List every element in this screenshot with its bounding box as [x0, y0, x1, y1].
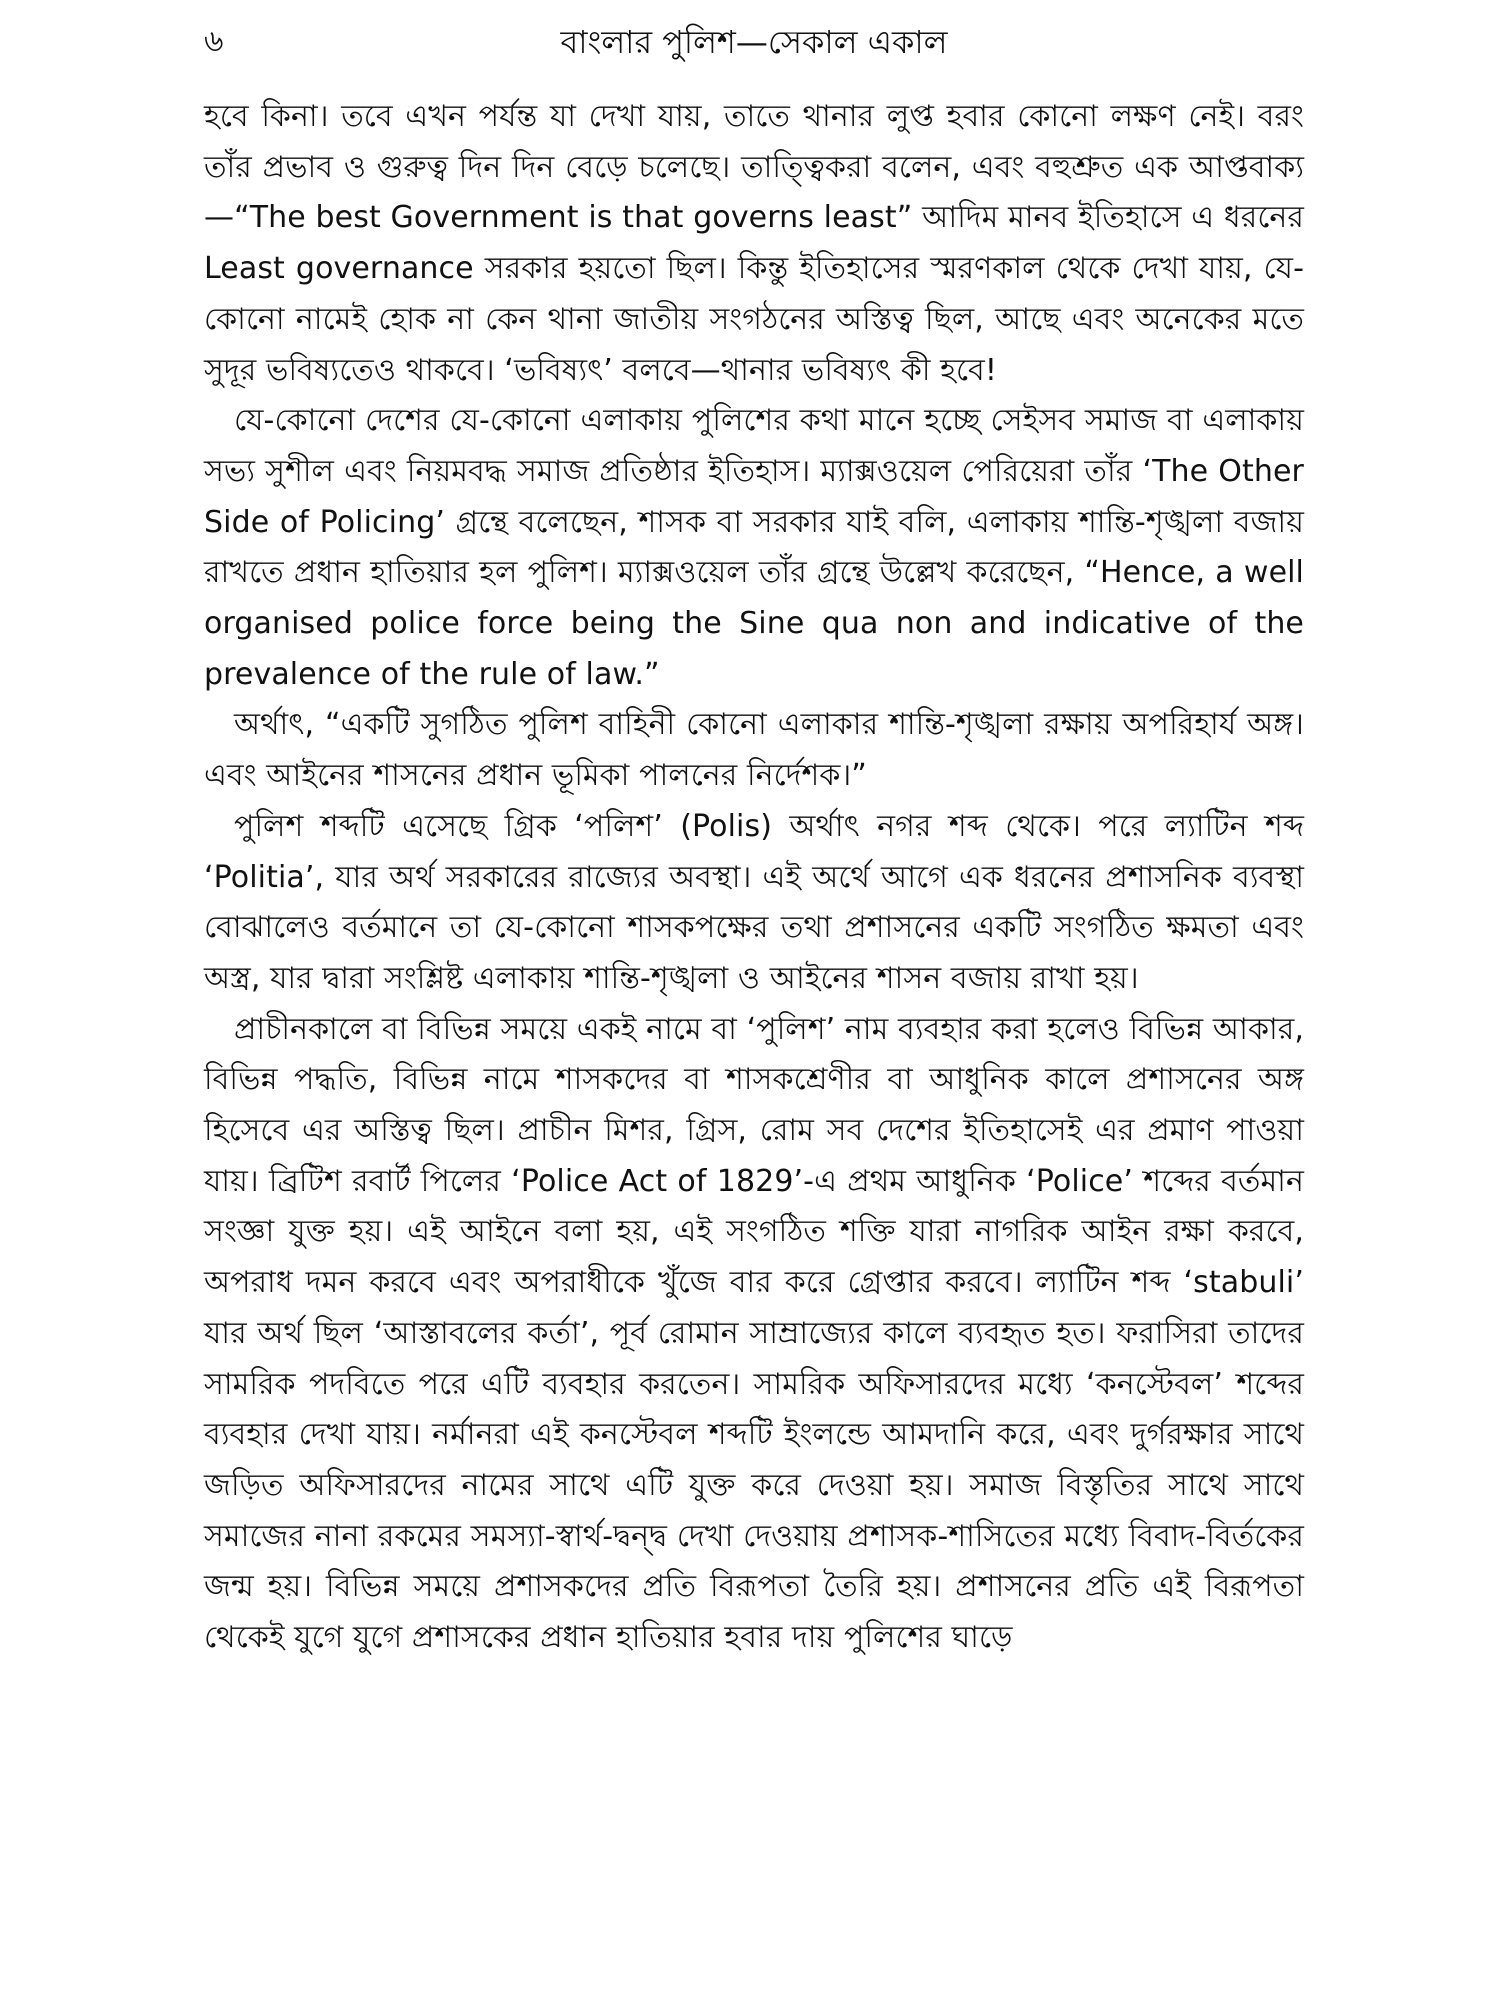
- body-paragraph: যে-কোনো দেশের যে-কোনো এলাকায় পুলিশের কথা মানে হচ্ছে সেইসব সমাজ বা এলাকায় সভ্য সুশীল এবং নিয়মবদ্ধ সমাজ প্রতিষ্ঠার ইতিহাস। ম্যাক্সওয়েল পেরিয়েরা তাঁর ‘The Other Side of Policing’ গ্রন্থে বলেছেন, শাসক বা সরকার যাই বলি, এলাকায় শান্তি-শৃঙ্খলা বজায় রাখতে প্রধান হাতিয়ার হল পুলিশ। ম্যাক্সওয়েল তাঁর গ্রন্থে উল্লেখ করেছেন, “Hence, a well organised police force being the Sine qua non and indicative of the prevalence of the rule of law.”: [204, 403, 1304, 692]
- body-paragraph: অর্থাৎ, “একটি সুগঠিত পুলিশ বাহিনী কোনো এলাকার শান্তি-শৃঙ্খলা রক্ষায় অপরিহার্য অঙ্গ। এবং আইনের শাসনের প্রধান ভূমিকা পালনের নির্দেশক।”: [204, 707, 1304, 794]
- running-header: [204, 18, 1304, 66]
- body-paragraph: পুলিশ শব্দটি এসেছে গ্রিক ‘পলিশ’ (Polis) অর্থাৎ নগর শব্দ থেকে। পরে ল্যাটিন শব্দ ‘Politia’, যার অর্থ সরকারের রাজ্যের অবস্থা। এই অর্থে আগে এক ধরনের প্রশাসনিক ব্যবস্থা বোঝালেও বর্তমানে তা যে-কোনো শাসকপক্ষের তথা প্রশাসনের একটি সংগঠিত ক্ষমতা এবং অস্ত্র, যার দ্বারা সংশ্লিষ্ট এলাকায় শান্তি-শৃঙ্খলা ও আইনের শাসন বজায় রাখা হয়।: [204, 808, 1304, 996]
- page-number: ৬: [204, 24, 224, 59]
- body-text: [204, 92, 1304, 1664]
- body-paragraph: হবে কিনা। তবে এখন পর্যন্ত যা দেখা যায়, তাতে থানার লুপ্ত হবার কোনো লক্ষণ নেই। বরং তাঁর প্রভাব ও গুরুত্ব দিন দিন বেড়ে চলেছে। তাত্ত্বিকরা বলেন, এবং বহুশ্রুত এক আপ্তবাক্য—“The best Government is that governs least” আদিম মানব ইতিহাসে এ ধরনের Least governance সরকার হয়তো ছিল। কিন্তু ইতিহাসের স্মরণকাল থেকে দেখা যায়, যে-কোনো নামেই হোক না কেন থানা জাতীয় সংগঠনের অস্তিত্ব ছিল, আছে এবং অনেকের মতে সুদূর ভবিষ্যতেও থাকবে। ‘ভবিষ্যৎ’ বলবে—থানার ভবিষ্যৎ কী হবে!: [204, 99, 1304, 388]
- page-header-title: বাংলার পুলিশ—সেকাল একাল: [560, 23, 948, 61]
- body-paragraph: প্রাচীনকালে বা বিভিন্ন সময়ে একই নামে বা ‘পুলিশ’ নাম ব্যবহার করা হলেও বিভিন্ন আকার, বিভিন্ন পদ্ধতি, বিভিন্ন নামে শাসকদের বা শাসকশ্রেণীর বা আধুনিক কালে প্রশাসনের অঙ্গ হিসেবে এর অস্তিত্ব ছিল। প্রাচীন মিশর, গ্রিস, রোম সব দেশের ইতিহাসেই এর প্রমাণ পাওয়া যায়। ব্রিটিশ রবার্ট পিলের ‘Police Act of 1829’-এ প্রথম আধুনিক ‘Police’ শব্দের বর্তমান সংজ্ঞা যুক্ত হয়। এই আইনে বলা হয়, এই সংগঠিত শক্তি যারা নাগরিক আইন রক্ষা করবে, অপরাধ দমন করবে এবং অপরাধীকে খুঁজে বার করে গ্রেপ্তার করবে। ল্যাটিন শব্দ ‘stabuli’ যার অর্থ ছিল ‘আস্তাবলের কর্তা’, পূর্ব রোমান সাম্রাজ্যের কালে ব্যবহৃত হত। ফরাসিরা তাদের সামরিক পদবিতে পরে এটি ব্যবহার করতেন। সামরিক অফিসারদের মধ্যে ‘কনস্টেবল’ শব্দের ব্যবহার দেখা যায়। নর্মানরা এই কনস্টেবল শব্দটি ইংলন্ডে আমদানি করে, এবং দুর্গরক্ষার সাথে জড়িত অফিসারদের নামের সাথে এটি যুক্ত করে দেওয়া হয়। সমাজ বিস্তৃতির সাথে সাথে সমাজের নানা রকমের সমস্যা-স্বার্থ-দ্বন্দ্ব দেখা দেওয়ায় প্রশাসক-শাসিতের মধ্যে বিবাদ-বির্তকের জন্ম হয়। বিভিন্ন সময়ে প্রশাসকদের প্রতি বিরূপতা তৈরি হয়। প্রশাসনের প্রতি এই বিরূপতা থেকেই যুগে যুগে প্রশাসকের প্রধান হাতিয়ার হবার দায় পুলিশের ঘাড়ে: [204, 1011, 1304, 1656]
